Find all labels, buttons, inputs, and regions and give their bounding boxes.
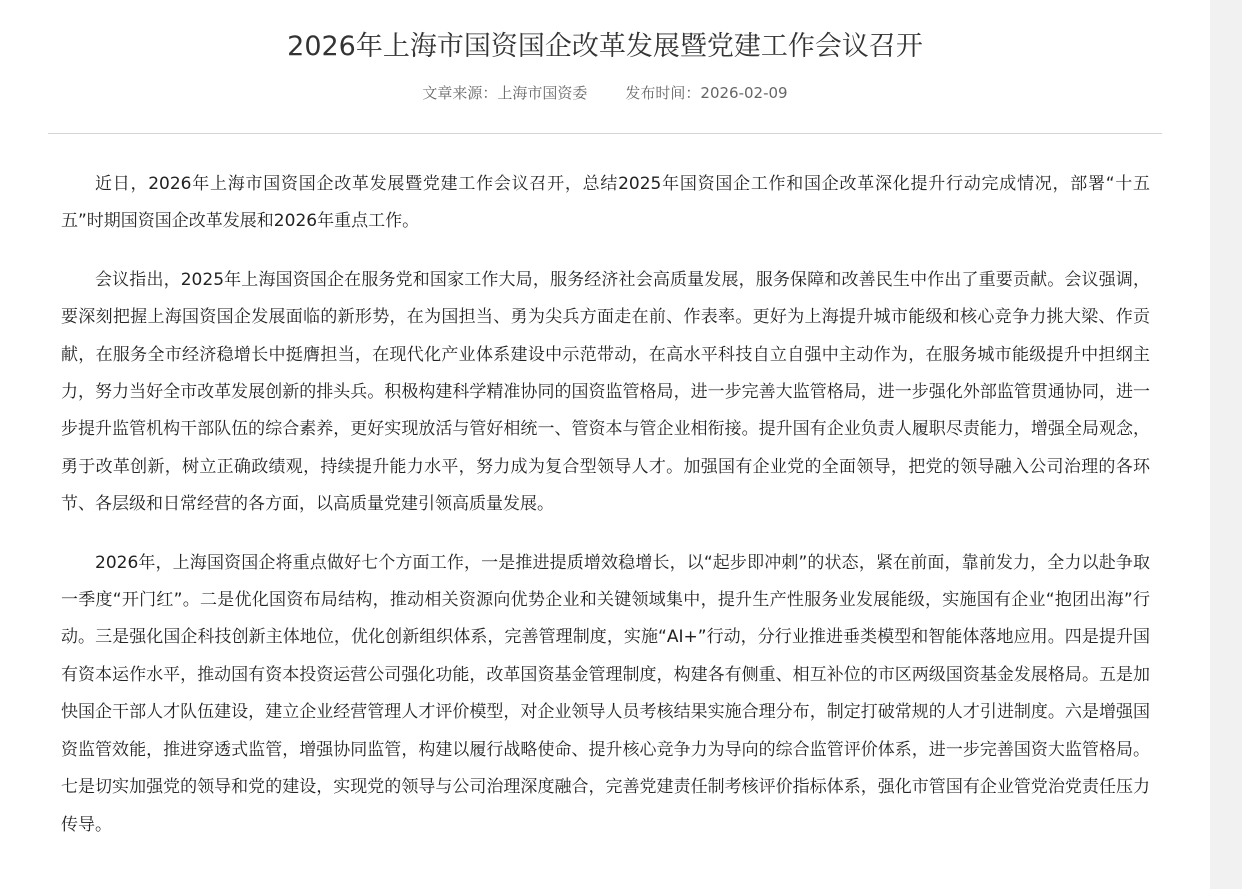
article-body: [61, 166, 1150, 865]
header-divider: [48, 133, 1162, 134]
source-label: 文章来源：: [422, 84, 498, 102]
article-meta: [48, 82, 1162, 104]
paragraph: 近日，2026年上海市国资国企改革发展暨党建工作会议召开，总结2025年国资国企工作和国企改革深化提升行动完成情况，部署“十五五”时期国资国企改革发展和2026年重点工作。: [61, 174, 1150, 232]
date-label: 发布时间：: [625, 84, 701, 102]
source-value: 上海市国资委: [497, 84, 588, 102]
date-value: 2026-02-09: [700, 84, 788, 102]
article-title: 2026年上海市国资国企改革发展暨党建工作会议召开: [287, 31, 923, 62]
paragraph: 会议指出，2025年上海国资国企在服务党和国家工作大局，服务经济社会高质量发展，服务保障和改善民生中作出了重要贡献。会议强调，要深刻把握上海国资国企发展面临的新形势，在为国担当、勇为尖兵方面走在前、作表率。更好为上海提升城市能级和核心竞争力挑大梁、作贡献，在服务全市经济稳增长中挺膺担当，在现代化产业体系建设中示范带动，在高水平科技自立自强中主动作为，在服务城市能级提升中担纲主力，努力当好全市改革发展创新的排头兵。积极构建科学精准协同的国资监管格局，进一步完善大监管格局，进一步强化外部监管贯通协同，进一步提升监管机构干部队伍的综合素养，更好实现放活与管好相统一、管资本与管企业相衔接。提升国有企业负责人履职尽责能力，增强全局观念，勇于改革创新，树立正确政绩观，持续提升能力水平，努力成为复合型领导人才。加强国有企业党的全面领导，把党的领导融入公司治理的各环节、各层级和日常经营的各方面，以高质量党建引领高质量发展。: [61, 269, 1150, 515]
paragraph: 2026年，上海国资国企将重点做好七个方面工作，一是推进提质增效稳增长，以“起步即冲刺”的状态，紧在前面，靠前发力，全力以赴争取一季度“开门红”。二是优化国资布局结构，推动相关资源向优势企业和关键领域集中，提升生产性服务业发展能级，实施国有企业“抱团出海”行动。三是强化国企科技创新主体地位，优化创新组织体系，完善管理制度，实施“AI+”行动，分行业推进垂类模型和智能体落地应用。四是提升国有资本运作水平，推动国有资本投资运营公司强化功能，改革国资基金管理制度，构建各有侧重、相互补位的市区两级国资基金发展格局。五是加快国企干部人才队伍建设，建立企业经营管理人才评价模型，对企业领导人员考核结果实施合理分布，制定打破常规的人才引进制度。六是增强国资监管效能，推进穿透式监管，增强协同监管，构建以履行战略使命、提升核心竞争力为导向的综合监管评价体系，进一步完善国资大监管格局。七是切实加强党的领导和党的建设，实现党的领导与公司治理深度融合，完善党建责任制考核评价指标体系，强化市管国有企业管党治党责任压力传导。: [61, 552, 1150, 835]
right-gutter: [1210, 0, 1242, 889]
article-header: [48, 0, 1162, 104]
